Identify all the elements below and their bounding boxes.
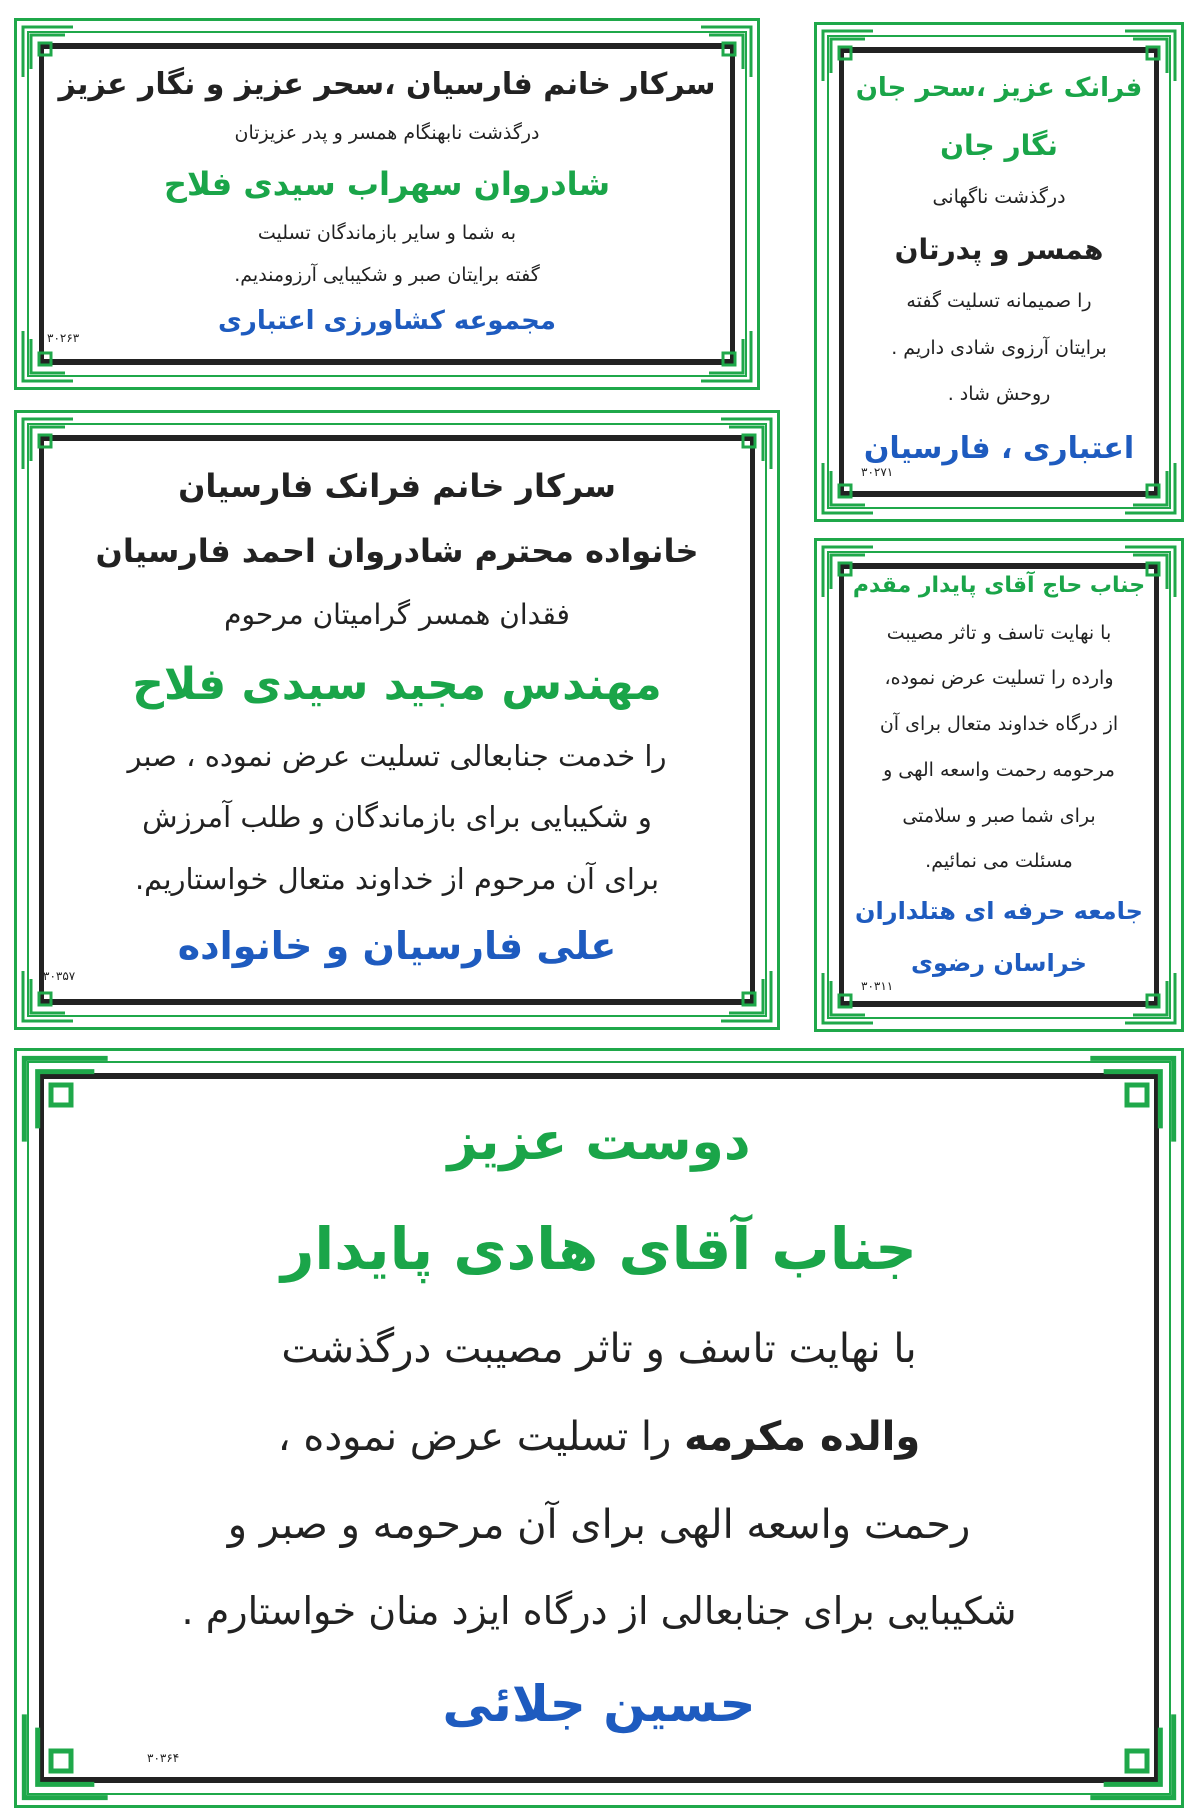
ad-signature: حسین جلائی — [442, 1675, 756, 1734]
corner-ornament-icon — [21, 1055, 111, 1145]
ad-text: رحمت واسعه الهی برای آن مرحومه و صبر و — [227, 1501, 971, 1548]
ad-signature: اعتباری ، فارسیان — [863, 431, 1135, 467]
ad-text: گفته برایتان صبر و شکیبایی آرزومندیم. — [234, 263, 540, 286]
ad-text-bold: والده مکرمه — [684, 1413, 921, 1460]
deceased-name: شادروان سهراب سیدی فلاح — [163, 164, 611, 203]
corner-ornament-icon — [1087, 1055, 1177, 1145]
ad-text: مسئلت می نمائیم. — [925, 850, 1073, 873]
ad-text: روحش شاد . — [947, 383, 1051, 406]
corner-ornament-icon — [1087, 1711, 1177, 1801]
ad-text: را خدمت جنابعالی تسلیت عرض نموده ، صبر — [127, 738, 667, 773]
condolence-ad-2 — [814, 22, 1184, 522]
ad-text: وارده را تسلیت عرض نموده، — [884, 667, 1114, 690]
ad-code: ۳۰۳۵۷ — [43, 969, 76, 983]
ad-text: برای آن مرحوم از خداوند متعال خواستاریم. — [134, 862, 660, 897]
ad-text: مرحومه رحمت واسعه الهی و — [883, 758, 1115, 781]
ad-text: شکیبایی برای جنابعالی از درگاه ایزد منان خواستارم . — [181, 1588, 1017, 1633]
ad-text: فقدان همسر گرامیتان مرحوم — [224, 597, 570, 631]
corner-ornament-icon — [21, 1711, 111, 1801]
ad-signature: خراسان رضوی — [911, 949, 1087, 977]
condolence-ad-3 — [14, 410, 780, 1030]
condolence-ad-4 — [814, 538, 1184, 1032]
ad-text: از درگاه خداوند متعال برای آن — [879, 713, 1119, 735]
ad-title: فرانک عزیز ،سحر جان — [855, 73, 1143, 104]
ad-title: جناب آقای هادی پایدار — [281, 1215, 917, 1284]
ad-text: با نهایت تاسف و تاثر مصیبت درگذشت — [281, 1325, 917, 1372]
ad-text: برایتان آرزوی شادی داریم . — [891, 336, 1107, 359]
ad-signature: علی فارسیان و خانواده — [177, 923, 617, 968]
ad-code: ۳۰۲۶۳ — [47, 331, 80, 345]
ad-signature: جامعه حرفه ای هتلداران — [855, 897, 1143, 925]
ad-title: نگار جان — [940, 128, 1058, 162]
ad-signature: مجموعه کشاورزی اعتباری — [218, 306, 556, 337]
ad-code: ۳۰۳۱۱ — [861, 979, 894, 993]
ad-text: و شکیبایی برای بازماندگان و طلب آمرزش — [142, 800, 652, 835]
ad-title: خانواده محترم شادروان احمد فارسیان — [95, 532, 699, 571]
condolence-ad-5 — [14, 1048, 1184, 1808]
ad-title: دوست عزیز — [447, 1112, 751, 1173]
ad-text: برای شما صبر و سلامتی — [902, 804, 1096, 827]
ad-text: را تسلیت عرض نموده ، — [277, 1413, 685, 1460]
ad-text: به شما و سایر بازماندگان تسلیت — [257, 221, 517, 244]
ad-text: را صمیمانه تسلیت گفته — [906, 290, 1092, 313]
corner-ornament-icon — [699, 329, 753, 383]
ad-text — [278, 1412, 920, 1462]
ad-code: ۳۰۳۶۴ — [147, 1751, 180, 1765]
ad-text: درگذشت ناگهانی — [932, 185, 1066, 208]
ad-title: جناب حاج آقای پایدار مقدم — [852, 573, 1146, 598]
ad-text: درگذشت نابهنگام همسر و پدر عزیزتان — [234, 121, 540, 144]
ad-text-bold: همسر و پدرتان — [894, 233, 1104, 267]
ad-title: سرکار خانم فرانک فارسیان — [178, 466, 616, 505]
deceased-name: مهندس مجید سیدی فلاح — [132, 659, 662, 711]
ad-title: سرکار خانم فارسیان ،سحر عزیز و نگار عزیز — [58, 67, 716, 103]
condolence-ad-1 — [14, 18, 760, 390]
ad-text: با نهایت تاسف و تاثر مصیبت — [886, 621, 1112, 644]
ad-code: ۳۰۲۷۱ — [861, 465, 894, 479]
